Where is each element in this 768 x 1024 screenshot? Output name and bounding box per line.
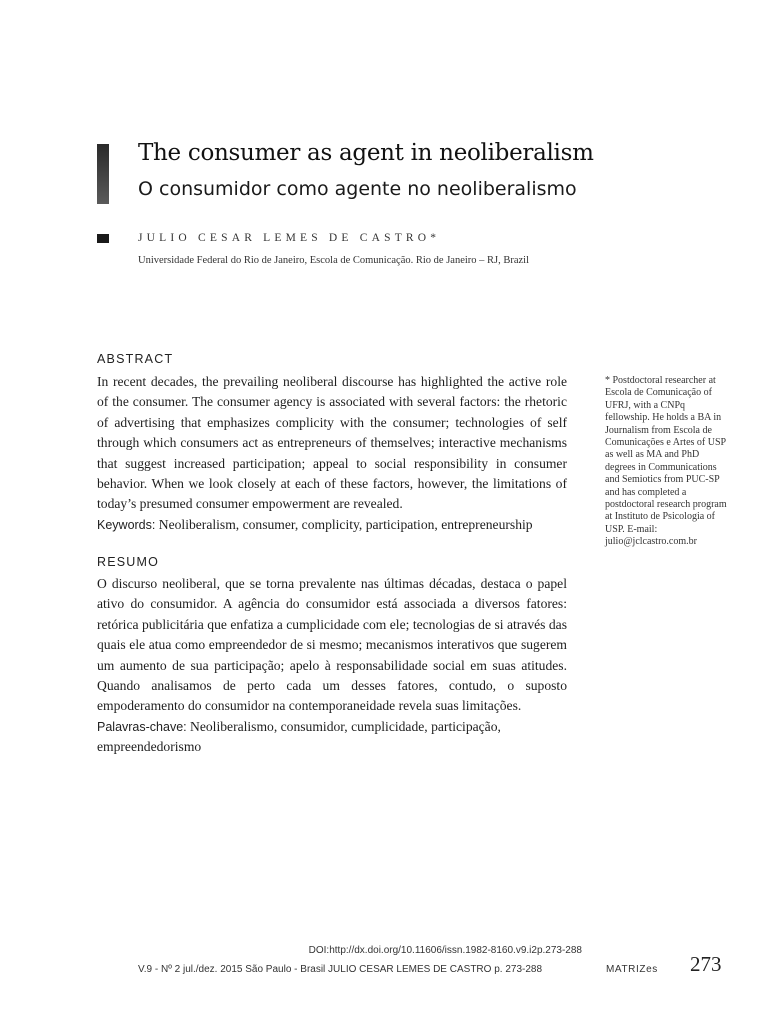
abstract-section: [97, 372, 567, 535]
abstract-keywords-line: [97, 515, 567, 535]
resumo-section: [97, 574, 567, 758]
title-accent-bar: [97, 144, 109, 204]
page-number: 273: [690, 952, 722, 976]
article-title: The consumer as agent in neoliberalism: [138, 140, 594, 166]
abstract-heading: ABSTRACT: [97, 352, 174, 366]
abstract-text: In recent decades, the prevailing neoliberal discourse has highlighted the active role of the consumer. The consumer agency is associated with several factors: the rhetoric of advertising that emphasizes complicity with the consumer; technologies of self through which consumers act as entrepreneurs of themselves; interactive mechanisms that suggest increased participation; appeal to social responsibility in consumer behavior. When we look closely at each of these factors, however, the limitations of today’s presumed consumer empowerment are revealed.: [97, 374, 567, 512]
palavras-chave-list: Neoliberalismo, consumidor, cumplicidade, participação, empreendedorismo: [97, 718, 501, 755]
resumo-keywords-line: [97, 717, 567, 758]
author-name: JULIO CESAR LEMES DE CASTRO*: [138, 232, 441, 244]
resumo-heading: RESUMO: [97, 555, 160, 569]
keywords-label: Keywords:: [97, 517, 156, 532]
article-subtitle: O consumidor como agente no neoliberalismo: [138, 178, 577, 200]
author-affiliation: Universidade Federal do Rio de Janeiro, Escola de Comunicação. Rio de Janeiro – RJ, Brazil: [138, 255, 530, 266]
resumo-text: O discurso neoliberal, que se torna prevalente nas últimas décadas, destaca o papel ativo do consumidor. A agência do consumidor está associada a diversos fatores: retórica publicitária que enfatiza a cumplicidade com ele; tecnologias de si através das quais ele atua como empreendedor de si mesmo; mecanismos interativos que sugerem um aumento de sua participação; apelo à responsabilidade social em suas atitudes. Quando analisamos de perto cada um desses fatores, contudo, o suposto empoderamento do consumidor na contemporaneidade revela suas limitações.: [97, 576, 567, 714]
doi-link[interactable]: DOI:http://dx.doi.org/10.11606/issn.1982-8160.v9.i2p.273-288: [308, 945, 582, 956]
citation-line: V.9 - Nº 2 jul./dez. 2015 São Paulo - Brasil JULIO CESAR LEMES DE CASTRO p. 273-288: [138, 964, 543, 975]
author-footnote: * Postdoctoral researcher at Escola de Comunicação of UFRJ, with a CNPq fellowship. He holds a BA in Journalism from Escola de Comunicações e Artes of USP as well as MA and PhD degrees in Communications and Semiotics from PUC-SP and has completed a postdoctoral research program at Instituto de Psicologia of USP. E-mail: julio@jclcastro.com.br: [605, 375, 727, 548]
keywords-list: Neoliberalism, consumer, complicity, participation, entrepreneurship: [158, 516, 533, 532]
palavras-chave-label: Palavras-chave:: [97, 719, 187, 734]
journal-name: MATRIZes: [606, 964, 658, 975]
author-marker: [97, 234, 109, 243]
